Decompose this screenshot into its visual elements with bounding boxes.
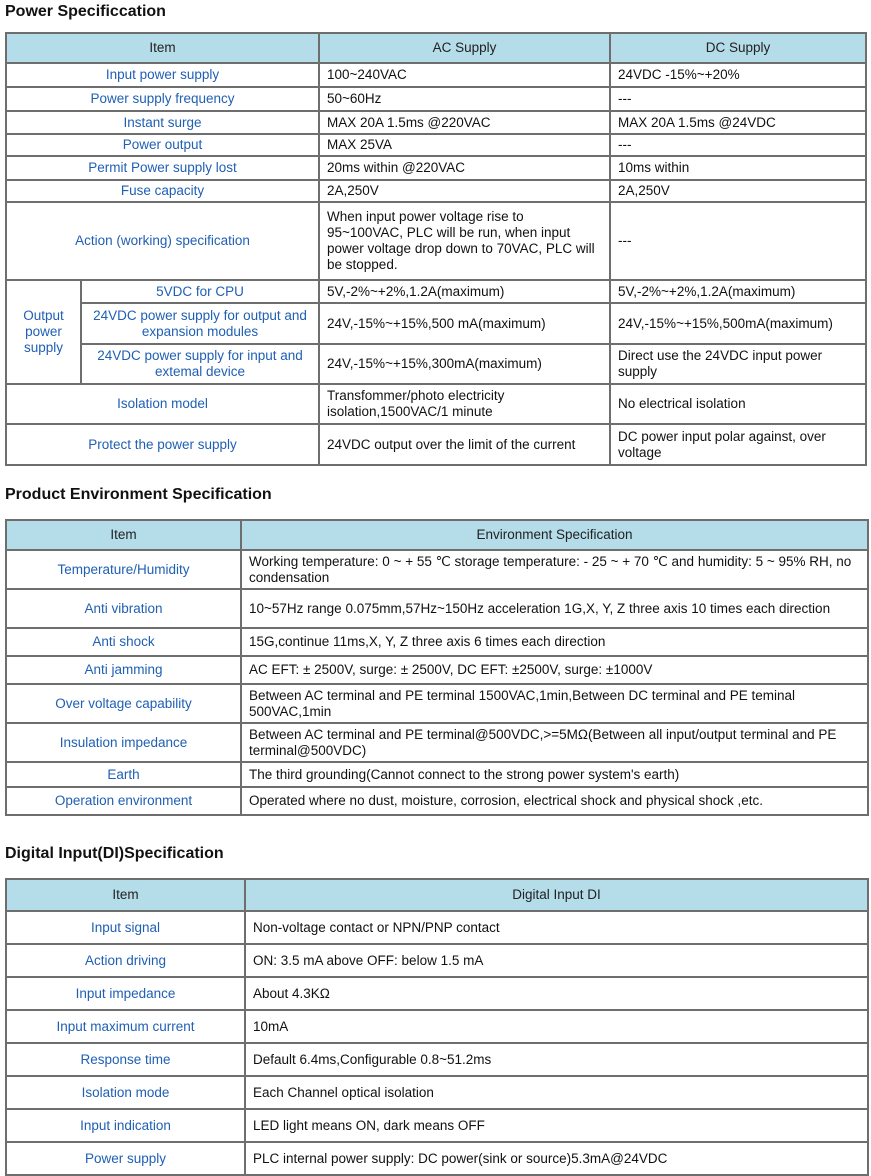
row-ac-value: 20ms within @220VAC — [319, 156, 610, 180]
table-row — [6, 202, 866, 280]
table-row — [6, 1142, 868, 1175]
table-row — [6, 550, 868, 589]
table-row — [6, 911, 868, 944]
power-spec-title: Power Specificcation — [5, 3, 166, 20]
row-item: Input power supply — [6, 63, 319, 87]
row-item: Anti jamming — [6, 656, 241, 684]
row-ac-value: 24VDC output over the limit of the current — [319, 424, 610, 465]
table-row — [6, 1043, 868, 1076]
header-environment-spec: Environment Specification — [241, 520, 868, 550]
header-digital-input: Digital Input DI — [245, 879, 868, 911]
row-item: Permit Power supply lost — [6, 156, 319, 180]
row-ac-value: Transfommer/photo electricity isolation,1500VAC/1 minute — [319, 384, 610, 424]
row-item: 24VDC power supply for input and extemal device — [81, 344, 319, 384]
table-row — [6, 684, 868, 723]
row-item: Isolation model — [6, 384, 319, 424]
digital-input-spec-table — [5, 878, 869, 1176]
header-dc-supply: DC Supply — [610, 33, 866, 63]
row-item: Input signal — [6, 911, 245, 944]
row-value: AC EFT: ± 2500V, surge: ± 2500V, DC EFT: ±2500V, surge: ±1000V — [241, 656, 868, 684]
row-value: ON: 3.5 mA above OFF: below 1.5 mA — [245, 944, 868, 977]
table-row — [6, 762, 868, 787]
row-ac-value: 5V,-2%~+2%,1.2A(maximum) — [319, 280, 610, 303]
row-value: 10mA — [245, 1010, 868, 1043]
table-row — [6, 1076, 868, 1109]
table-row — [6, 589, 868, 628]
row-dc-value: 24VDC -15%~+20% — [610, 63, 866, 87]
row-value: PLC internal power supply: DC power(sink or source)5.3mA@24VDC — [245, 1142, 868, 1175]
environment-spec-title: Product Environment Specification — [5, 486, 272, 503]
header-item: Item — [6, 879, 245, 911]
row-value: The third grounding(Cannot connect to the strong power system's earth) — [241, 762, 868, 787]
table-row — [6, 1010, 868, 1043]
table-row — [6, 1109, 868, 1142]
row-value: 10~57Hz range 0.075mm,57Hz~150Hz acceleration 1G,X, Y, Z three axis 10 times each direction — [241, 589, 868, 628]
header-ac-supply: AC Supply — [319, 33, 610, 63]
row-item: Anti vibration — [6, 589, 241, 628]
row-value: Each Channel optical isolation — [245, 1076, 868, 1109]
row-ac-value: MAX 20A 1.5ms @220VAC — [319, 111, 610, 134]
row-ac-value: 100~240VAC — [319, 63, 610, 87]
header-item: Item — [6, 520, 241, 550]
row-item: Insulation impedance — [6, 723, 241, 762]
row-value: Between AC terminal and PE terminal@500VDC,>=5MΩ(Between all input/output terminal and PE terminal@500VDC) — [241, 723, 868, 762]
table-row — [6, 977, 868, 1010]
row-item: Input impedance — [6, 977, 245, 1010]
row-item: 5VDC for CPU — [81, 280, 319, 303]
row-value: Working temperature: 0 ~ + 55 ℃ storage temperature: - 25 ~ + 70 ℃ and humidity: 5 ~ 95% RH, no condensation — [241, 550, 868, 589]
row-value: Operated where no dust, moisture, corrosion, electrical shock and physical shock ,etc. — [241, 787, 868, 815]
row-item: Fuse capacity — [6, 180, 319, 202]
row-dc-value: Direct use the 24VDC input power supply — [610, 344, 866, 384]
row-item: Temperature/Humidity — [6, 550, 241, 589]
table-row — [6, 424, 866, 465]
table-row — [6, 723, 868, 762]
table-header-row — [6, 33, 866, 63]
digital-input-spec-title: Digital Input(DI)Specification — [5, 845, 224, 862]
table-header-row — [6, 520, 868, 550]
row-ac-value: 24V,-15%~+15%,500 mA(maximum) — [319, 303, 610, 344]
table-row — [6, 111, 866, 134]
table-row — [6, 344, 866, 384]
table-row — [6, 944, 868, 977]
row-dc-value: 24V,-15%~+15%,500mA(maximum) — [610, 303, 866, 344]
row-item: Isolation mode — [6, 1076, 245, 1109]
row-item: 24VDC power supply for output and expansion modules — [81, 303, 319, 344]
row-ac-value: 2A,250V — [319, 180, 610, 202]
row-dc-value: 10ms within — [610, 156, 866, 180]
row-item: Over voltage capability — [6, 684, 241, 723]
row-item: Earth — [6, 762, 241, 787]
row-dc-value: --- — [610, 134, 866, 156]
row-dc-value: --- — [610, 87, 866, 111]
table-row — [6, 384, 866, 424]
table-row — [6, 180, 866, 202]
row-ac-value: 50~60Hz — [319, 87, 610, 111]
row-item: Instant surge — [6, 111, 319, 134]
row-item: Power supply frequency — [6, 87, 319, 111]
row-item: Input maximum current — [6, 1010, 245, 1043]
table-row — [6, 628, 868, 656]
table-header-row — [6, 879, 868, 911]
row-dc-value: MAX 20A 1.5ms @24VDC — [610, 111, 866, 134]
table-row — [6, 787, 868, 815]
table-row — [6, 134, 866, 156]
row-value: 15G,continue 11ms,X, Y, Z three axis 6 times each direction — [241, 628, 868, 656]
row-value: Default 6.4ms,Configurable 0.8~51.2ms — [245, 1043, 868, 1076]
row-item: Power output — [6, 134, 319, 156]
row-value: LED light means ON, dark means OFF — [245, 1109, 868, 1142]
environment-spec-table — [5, 519, 869, 816]
table-row — [6, 87, 866, 111]
row-dc-value: --- — [610, 202, 866, 280]
row-item: Anti shock — [6, 628, 241, 656]
row-value: About 4.3KΩ — [245, 977, 868, 1010]
row-item: Power supply — [6, 1142, 245, 1175]
row-ac-value: When input power voltage rise to 95~100VAC, PLC will be run, when input power voltage drop down to 70VAC, PLC will be stopped. — [319, 202, 610, 280]
table-row — [6, 303, 866, 344]
row-item: Input indication — [6, 1109, 245, 1142]
row-item: Action driving — [6, 944, 245, 977]
header-item: Item — [6, 33, 319, 63]
table-row — [6, 63, 866, 87]
row-item: Action (working) specification — [6, 202, 319, 280]
row-dc-value: DC power input polar against, over voltage — [610, 424, 866, 465]
table-row — [6, 280, 866, 303]
row-item: Protect the power supply — [6, 424, 319, 465]
power-spec-table — [5, 32, 867, 466]
row-ac-value: MAX 25VA — [319, 134, 610, 156]
row-ac-value: 24V,-15%~+15%,300mA(maximum) — [319, 344, 610, 384]
table-row — [6, 156, 866, 180]
row-dc-value: 2A,250V — [610, 180, 866, 202]
row-dc-value: 5V,-2%~+2%,1.2A(maximum) — [610, 280, 866, 303]
table-row — [6, 656, 868, 684]
row-value: Between AC terminal and PE terminal 1500VAC,1min,Between DC terminal and PE teminal 500VAC,1min — [241, 684, 868, 723]
row-value: Non-voltage contact or NPN/PNP contact — [245, 911, 868, 944]
row-item: Operation environment — [6, 787, 241, 815]
row-dc-value: No electrical isolation — [610, 384, 866, 424]
row-item: Response time — [6, 1043, 245, 1076]
output-power-supply-group-label: Output power supply — [6, 280, 81, 384]
